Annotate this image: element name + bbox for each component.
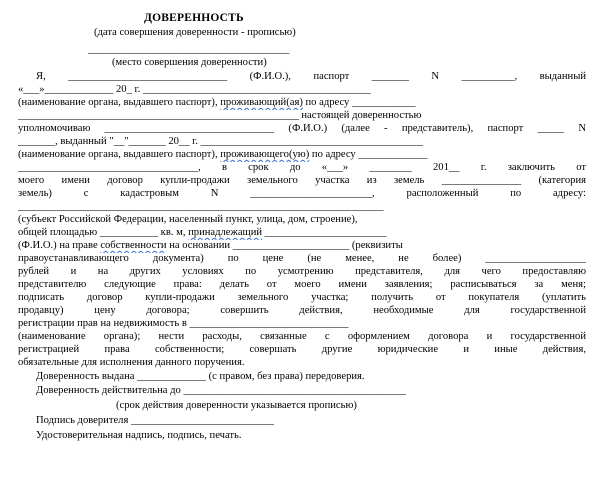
spellcheck-word: проживающего(ую) bbox=[220, 149, 310, 160]
price-line: правоустанавливающего документа) по цене (не менее, не более) ___________________ bbox=[18, 253, 586, 264]
certification-line: Удостоверительная надпись, подпись, печать. bbox=[36, 430, 242, 441]
representative-line: уполномочиваю ________________________________ (Ф.И.О.) (далее - представитель), паспорт _____ N bbox=[18, 123, 586, 134]
passport-date-line: «___»_____________ 20_ г. ___________________________________________ bbox=[18, 84, 371, 95]
expenses-line: (наименование органа); нести расходы, связанные с оформлением договора и государственной bbox=[18, 331, 586, 342]
contract-line: моего имени договор купли-продажи земельного участка из земель _______________ (категория bbox=[18, 175, 586, 186]
sign-contract-line: подписать договор купли-продажи земельного участка; получить от покупателя (уплатить bbox=[18, 292, 586, 303]
cadastral-line: земель) с кадастровым N _______________________, расположенный по адресу: bbox=[18, 188, 586, 199]
spellcheck-word: проживающий(ая) bbox=[220, 97, 303, 108]
address-continuation-line: _____________________________________________________ настоящей доверенностью bbox=[18, 110, 422, 121]
place-blank: ______________________________________ bbox=[88, 44, 290, 55]
issued-line: Доверенность выдана _____________ (с правом, без права) передоверия. bbox=[36, 371, 365, 382]
representative-address-line: (наименование органа, выдавшего паспорт), проживающего(ую) по адресу _____________ bbox=[18, 149, 428, 160]
place-caption: (место совершения доверенности) bbox=[112, 57, 267, 68]
document-title: ДОВЕРЕННОСТЬ bbox=[144, 12, 244, 24]
principal-line: Я, ______________________________ (Ф.И.О.), паспорт _______ N __________, выданный bbox=[36, 71, 586, 82]
address-caption-line: (субъект Российской Федерации, населенный пункт, улица, дом, строение), bbox=[18, 214, 358, 225]
date-caption: (дата совершения доверенности - прописью) bbox=[94, 27, 296, 38]
actions-line: регистрацией права собственности; совершать другие юридические и иные действия, bbox=[18, 344, 586, 355]
ownership-line: (Ф.И.О.) на праве собственности на основании ______________________ (реквизиты bbox=[18, 240, 403, 251]
spellcheck-word: принадлежащий bbox=[188, 227, 263, 238]
area-line: общей площадью ___________ кв. м, принадлежащий _______________________ bbox=[18, 227, 387, 238]
conditions-line: рублей и на других условиях по усмотрению представителя, для чего предоставляю bbox=[18, 266, 586, 277]
obligations-line: обязательные для исполнения данного поручения. bbox=[18, 357, 245, 368]
representative-passport-line: _______, выданный "__"_______ 20__ г. __________________________________________ bbox=[18, 136, 424, 147]
price-action-line: продавцу) цену договора; совершить действия, необходимые для государственной bbox=[18, 305, 586, 316]
address-blank-line: _____________________________________________________________________ bbox=[18, 201, 384, 212]
spellcheck-word: собственности bbox=[100, 240, 167, 251]
deadline-line: __________________________________, в срок до «___» ________ 201__ г. заключить от bbox=[18, 162, 586, 173]
registration-line: регистрации прав на недвижимость в ______________________________ bbox=[18, 318, 349, 329]
principal-address-line: (наименование органа, выдавшего паспорт), проживающий(ая) по адресу ____________ bbox=[18, 97, 416, 108]
rights-line: представителю следующие права: делать от моего имени заявления; расписываться за меня; bbox=[18, 279, 586, 290]
validity-line: Доверенность действительна до __________________________________________ bbox=[36, 385, 406, 396]
signature-line: Подпись доверителя ___________________________ bbox=[36, 415, 275, 426]
validity-caption: (срок действия доверенности указывается прописью) bbox=[116, 400, 357, 411]
